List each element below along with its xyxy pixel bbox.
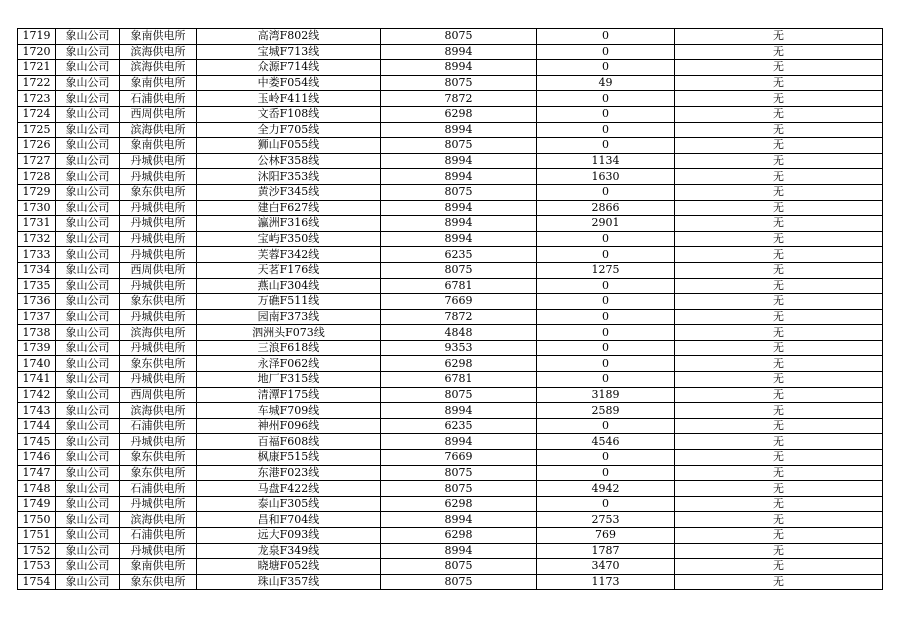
capacity-cell: 8994 — [381, 200, 537, 216]
company-cell: 象山公司 — [56, 574, 120, 590]
station-cell: 丹城供电所 — [120, 309, 197, 325]
capacity-cell: 8994 — [381, 169, 537, 185]
table-row — [18, 29, 883, 45]
company-cell: 象山公司 — [56, 60, 120, 76]
table-row — [18, 153, 883, 169]
flag-cell: 无 — [675, 387, 883, 403]
table-row — [18, 247, 883, 263]
table-row — [18, 91, 883, 107]
company-cell: 象山公司 — [56, 122, 120, 138]
load-cell: 0 — [537, 138, 675, 154]
table-row — [18, 481, 883, 497]
station-cell: 丹城供电所 — [120, 340, 197, 356]
row-number-cell: 1743 — [18, 403, 56, 419]
flag-cell: 无 — [675, 75, 883, 91]
flag-cell: 无 — [675, 91, 883, 107]
capacity-cell: 8994 — [381, 231, 537, 247]
capacity-cell: 8994 — [381, 122, 537, 138]
load-cell: 1134 — [537, 153, 675, 169]
line-name-cell: 三浪F618线 — [197, 340, 381, 356]
load-cell: 0 — [537, 340, 675, 356]
station-cell: 象东供电所 — [120, 356, 197, 372]
station-cell: 丹城供电所 — [120, 200, 197, 216]
row-number-cell: 1733 — [18, 247, 56, 263]
station-cell: 象南供电所 — [120, 559, 197, 575]
line-name-cell: 东港F023线 — [197, 465, 381, 481]
capacity-cell: 8994 — [381, 434, 537, 450]
station-cell: 象东供电所 — [120, 294, 197, 310]
load-cell: 1173 — [537, 574, 675, 590]
line-name-cell: 远大F093线 — [197, 528, 381, 544]
load-cell: 2866 — [537, 200, 675, 216]
flag-cell: 无 — [675, 44, 883, 60]
flag-cell: 无 — [675, 325, 883, 341]
line-name-cell: 宝城F713线 — [197, 44, 381, 60]
line-name-cell: 百福F608线 — [197, 434, 381, 450]
table-row — [18, 122, 883, 138]
flag-cell: 无 — [675, 60, 883, 76]
capacity-cell: 8994 — [381, 153, 537, 169]
station-cell: 象东供电所 — [120, 184, 197, 200]
load-cell: 49 — [537, 75, 675, 91]
capacity-cell: 6298 — [381, 528, 537, 544]
line-name-cell: 马盘F422线 — [197, 481, 381, 497]
flag-cell: 无 — [675, 138, 883, 154]
load-cell: 4546 — [537, 434, 675, 450]
table-row — [18, 169, 883, 185]
station-cell: 西周供电所 — [120, 262, 197, 278]
load-cell: 0 — [537, 106, 675, 122]
line-name-cell: 永泽F062线 — [197, 356, 381, 372]
station-cell: 丹城供电所 — [120, 247, 197, 263]
load-cell: 4942 — [537, 481, 675, 497]
company-cell: 象山公司 — [56, 29, 120, 45]
station-cell: 象东供电所 — [120, 574, 197, 590]
flag-cell: 无 — [675, 169, 883, 185]
capacity-cell: 6298 — [381, 496, 537, 512]
company-cell: 象山公司 — [56, 216, 120, 232]
flag-cell: 无 — [675, 340, 883, 356]
table-row — [18, 340, 883, 356]
row-number-cell: 1727 — [18, 153, 56, 169]
company-cell: 象山公司 — [56, 153, 120, 169]
load-cell: 0 — [537, 247, 675, 263]
load-cell: 0 — [537, 496, 675, 512]
capacity-cell: 8075 — [381, 481, 537, 497]
capacity-cell: 8994 — [381, 512, 537, 528]
table-row — [18, 231, 883, 247]
flag-cell: 无 — [675, 481, 883, 497]
flag-cell: 无 — [675, 559, 883, 575]
table-row — [18, 75, 883, 91]
table-row — [18, 574, 883, 590]
load-cell: 1275 — [537, 262, 675, 278]
station-cell: 丹城供电所 — [120, 216, 197, 232]
station-cell: 滨海供电所 — [120, 44, 197, 60]
row-number-cell: 1749 — [18, 496, 56, 512]
station-cell: 丹城供电所 — [120, 278, 197, 294]
flag-cell: 无 — [675, 512, 883, 528]
row-number-cell: 1742 — [18, 387, 56, 403]
flag-cell: 无 — [675, 262, 883, 278]
company-cell: 象山公司 — [56, 465, 120, 481]
row-number-cell: 1723 — [18, 91, 56, 107]
row-number-cell: 1753 — [18, 559, 56, 575]
line-name-cell: 万礁F511线 — [197, 294, 381, 310]
capacity-cell: 9353 — [381, 340, 537, 356]
table-row — [18, 262, 883, 278]
table-row — [18, 512, 883, 528]
station-cell: 丹城供电所 — [120, 153, 197, 169]
line-name-cell: 狮山F055线 — [197, 138, 381, 154]
row-number-cell: 1719 — [18, 29, 56, 45]
capacity-cell: 8994 — [381, 216, 537, 232]
flag-cell: 无 — [675, 216, 883, 232]
line-name-cell: 宝屿F350线 — [197, 231, 381, 247]
company-cell: 象山公司 — [56, 200, 120, 216]
capacity-cell: 8994 — [381, 403, 537, 419]
line-name-cell: 沐阳F353线 — [197, 169, 381, 185]
flag-cell: 无 — [675, 543, 883, 559]
flag-cell: 无 — [675, 496, 883, 512]
capacity-cell: 6235 — [381, 247, 537, 263]
line-name-cell: 地厂F315线 — [197, 372, 381, 388]
station-cell: 石浦供电所 — [120, 91, 197, 107]
station-cell: 石浦供电所 — [120, 528, 197, 544]
station-cell: 象南供电所 — [120, 29, 197, 45]
line-name-cell: 泗洲头F073线 — [197, 325, 381, 341]
company-cell: 象山公司 — [56, 356, 120, 372]
station-cell: 丹城供电所 — [120, 169, 197, 185]
load-cell: 0 — [537, 91, 675, 107]
row-number-cell: 1721 — [18, 60, 56, 76]
load-cell: 3189 — [537, 387, 675, 403]
company-cell: 象山公司 — [56, 169, 120, 185]
station-cell: 丹城供电所 — [120, 231, 197, 247]
line-name-cell: 昌和F704线 — [197, 512, 381, 528]
table-row — [18, 216, 883, 232]
capacity-cell: 6298 — [381, 356, 537, 372]
load-cell: 3470 — [537, 559, 675, 575]
flag-cell: 无 — [675, 153, 883, 169]
station-cell: 滨海供电所 — [120, 403, 197, 419]
table-row — [18, 138, 883, 154]
line-name-cell: 玉岭F411线 — [197, 91, 381, 107]
table-row — [18, 294, 883, 310]
load-cell: 2589 — [537, 403, 675, 419]
company-cell: 象山公司 — [56, 418, 120, 434]
capacity-cell: 7669 — [381, 450, 537, 466]
company-cell: 象山公司 — [56, 44, 120, 60]
station-cell: 西周供电所 — [120, 106, 197, 122]
capacity-cell: 8075 — [381, 574, 537, 590]
row-number-cell: 1736 — [18, 294, 56, 310]
table-row — [18, 184, 883, 200]
company-cell: 象山公司 — [56, 481, 120, 497]
table-row — [18, 106, 883, 122]
line-name-cell: 芙蓉F342线 — [197, 247, 381, 263]
company-cell: 象山公司 — [56, 309, 120, 325]
company-cell: 象山公司 — [56, 450, 120, 466]
station-cell: 丹城供电所 — [120, 372, 197, 388]
line-name-cell: 清潭F175线 — [197, 387, 381, 403]
flag-cell: 无 — [675, 231, 883, 247]
company-cell: 象山公司 — [56, 184, 120, 200]
station-cell: 象东供电所 — [120, 450, 197, 466]
line-name-cell: 中娄F054线 — [197, 75, 381, 91]
load-cell: 1630 — [537, 169, 675, 185]
line-name-cell: 泰山F305线 — [197, 496, 381, 512]
company-cell: 象山公司 — [56, 247, 120, 263]
line-name-cell: 全力F705线 — [197, 122, 381, 138]
row-number-cell: 1734 — [18, 262, 56, 278]
capacity-cell: 8075 — [381, 465, 537, 481]
table-body — [18, 29, 883, 590]
table-row — [18, 372, 883, 388]
capacity-cell: 7669 — [381, 294, 537, 310]
load-cell: 0 — [537, 184, 675, 200]
line-name-cell: 园南F373线 — [197, 309, 381, 325]
flag-cell: 无 — [675, 122, 883, 138]
row-number-cell: 1739 — [18, 340, 56, 356]
flag-cell: 无 — [675, 356, 883, 372]
capacity-cell: 6781 — [381, 372, 537, 388]
company-cell: 象山公司 — [56, 231, 120, 247]
station-cell: 滨海供电所 — [120, 512, 197, 528]
flag-cell: 无 — [675, 29, 883, 45]
capacity-cell: 8994 — [381, 44, 537, 60]
capacity-cell: 8075 — [381, 184, 537, 200]
table-row — [18, 543, 883, 559]
row-number-cell: 1729 — [18, 184, 56, 200]
line-name-cell: 晓塘F052线 — [197, 559, 381, 575]
company-cell: 象山公司 — [56, 434, 120, 450]
station-cell: 石浦供电所 — [120, 418, 197, 434]
line-name-cell: 建白F627线 — [197, 200, 381, 216]
flag-cell: 无 — [675, 372, 883, 388]
load-cell: 0 — [537, 44, 675, 60]
station-cell: 滨海供电所 — [120, 60, 197, 76]
station-cell: 西周供电所 — [120, 387, 197, 403]
flag-cell: 无 — [675, 309, 883, 325]
row-number-cell: 1725 — [18, 122, 56, 138]
load-cell: 0 — [537, 29, 675, 45]
row-number-cell: 1750 — [18, 512, 56, 528]
row-number-cell: 1720 — [18, 44, 56, 60]
load-cell: 0 — [537, 122, 675, 138]
flag-cell: 无 — [675, 106, 883, 122]
load-cell: 0 — [537, 278, 675, 294]
station-cell: 象东供电所 — [120, 465, 197, 481]
line-name-cell: 众源F714线 — [197, 60, 381, 76]
row-number-cell: 1741 — [18, 372, 56, 388]
row-number-cell: 1737 — [18, 309, 56, 325]
flag-cell: 无 — [675, 434, 883, 450]
capacity-cell: 6298 — [381, 106, 537, 122]
row-number-cell: 1748 — [18, 481, 56, 497]
company-cell: 象山公司 — [56, 294, 120, 310]
line-name-cell: 天茗F176线 — [197, 262, 381, 278]
capacity-cell: 8075 — [381, 138, 537, 154]
company-cell: 象山公司 — [56, 138, 120, 154]
row-number-cell: 1731 — [18, 216, 56, 232]
row-number-cell: 1728 — [18, 169, 56, 185]
station-cell: 石浦供电所 — [120, 481, 197, 497]
line-name-cell: 文岙F108线 — [197, 106, 381, 122]
line-name-cell: 龙泉F349线 — [197, 543, 381, 559]
flag-cell: 无 — [675, 184, 883, 200]
line-name-cell: 燕山F304线 — [197, 278, 381, 294]
flag-cell: 无 — [675, 403, 883, 419]
load-cell: 2753 — [537, 512, 675, 528]
row-number-cell: 1751 — [18, 528, 56, 544]
line-name-cell: 枫康F515线 — [197, 450, 381, 466]
company-cell: 象山公司 — [56, 75, 120, 91]
row-number-cell: 1738 — [18, 325, 56, 341]
table-row — [18, 434, 883, 450]
table-row — [18, 528, 883, 544]
capacity-cell: 8075 — [381, 29, 537, 45]
line-name-cell: 瀛洲F316线 — [197, 216, 381, 232]
company-cell: 象山公司 — [56, 91, 120, 107]
station-cell: 滨海供电所 — [120, 325, 197, 341]
flag-cell: 无 — [675, 465, 883, 481]
line-name-cell: 珠山F357线 — [197, 574, 381, 590]
line-name-cell: 神州F096线 — [197, 418, 381, 434]
line-name-cell: 高湾F802线 — [197, 29, 381, 45]
line-name-cell: 公林F358线 — [197, 153, 381, 169]
load-cell: 0 — [537, 418, 675, 434]
flag-cell: 无 — [675, 574, 883, 590]
flag-cell: 无 — [675, 294, 883, 310]
row-number-cell: 1730 — [18, 200, 56, 216]
data-table — [17, 28, 883, 590]
flag-cell: 无 — [675, 418, 883, 434]
load-cell: 0 — [537, 450, 675, 466]
row-number-cell: 1722 — [18, 75, 56, 91]
capacity-cell: 8994 — [381, 60, 537, 76]
company-cell: 象山公司 — [56, 262, 120, 278]
load-cell: 2901 — [537, 216, 675, 232]
capacity-cell: 4848 — [381, 325, 537, 341]
line-name-cell: 车城F709线 — [197, 403, 381, 419]
flag-cell: 无 — [675, 528, 883, 544]
company-cell: 象山公司 — [56, 340, 120, 356]
flag-cell: 无 — [675, 450, 883, 466]
table-row — [18, 465, 883, 481]
flag-cell: 无 — [675, 278, 883, 294]
load-cell: 0 — [537, 372, 675, 388]
table-row — [18, 44, 883, 60]
capacity-cell: 7872 — [381, 91, 537, 107]
company-cell: 象山公司 — [56, 559, 120, 575]
company-cell: 象山公司 — [56, 543, 120, 559]
row-number-cell: 1754 — [18, 574, 56, 590]
load-cell: 0 — [537, 356, 675, 372]
load-cell: 0 — [537, 465, 675, 481]
table-row — [18, 496, 883, 512]
company-cell: 象山公司 — [56, 278, 120, 294]
company-cell: 象山公司 — [56, 496, 120, 512]
row-number-cell: 1740 — [18, 356, 56, 372]
row-number-cell: 1752 — [18, 543, 56, 559]
capacity-cell: 8075 — [381, 262, 537, 278]
row-number-cell: 1745 — [18, 434, 56, 450]
capacity-cell: 6235 — [381, 418, 537, 434]
load-cell: 1787 — [537, 543, 675, 559]
table-row — [18, 418, 883, 434]
line-name-cell: 黄沙F345线 — [197, 184, 381, 200]
table-row — [18, 387, 883, 403]
row-number-cell: 1747 — [18, 465, 56, 481]
load-cell: 0 — [537, 231, 675, 247]
company-cell: 象山公司 — [56, 528, 120, 544]
station-cell: 象南供电所 — [120, 75, 197, 91]
row-number-cell: 1744 — [18, 418, 56, 434]
company-cell: 象山公司 — [56, 387, 120, 403]
company-cell: 象山公司 — [56, 403, 120, 419]
company-cell: 象山公司 — [56, 512, 120, 528]
capacity-cell: 8075 — [381, 75, 537, 91]
table-row — [18, 60, 883, 76]
company-cell: 象山公司 — [56, 372, 120, 388]
table-row — [18, 278, 883, 294]
capacity-cell: 6781 — [381, 278, 537, 294]
capacity-cell: 7872 — [381, 309, 537, 325]
row-number-cell: 1746 — [18, 450, 56, 466]
row-number-cell: 1735 — [18, 278, 56, 294]
station-cell: 丹城供电所 — [120, 496, 197, 512]
table-row — [18, 559, 883, 575]
company-cell: 象山公司 — [56, 106, 120, 122]
capacity-cell: 8994 — [381, 543, 537, 559]
table-row — [18, 200, 883, 216]
table-row — [18, 309, 883, 325]
company-cell: 象山公司 — [56, 325, 120, 341]
flag-cell: 无 — [675, 247, 883, 263]
station-cell: 丹城供电所 — [120, 543, 197, 559]
capacity-cell: 8075 — [381, 559, 537, 575]
table-row — [18, 356, 883, 372]
station-cell: 滨海供电所 — [120, 122, 197, 138]
row-number-cell: 1726 — [18, 138, 56, 154]
station-cell: 丹城供电所 — [120, 434, 197, 450]
table-row — [18, 450, 883, 466]
table-row — [18, 403, 883, 419]
load-cell: 0 — [537, 294, 675, 310]
flag-cell: 无 — [675, 200, 883, 216]
load-cell: 0 — [537, 309, 675, 325]
capacity-cell: 8075 — [381, 387, 537, 403]
load-cell: 0 — [537, 60, 675, 76]
row-number-cell: 1724 — [18, 106, 56, 122]
table-row — [18, 325, 883, 341]
load-cell: 769 — [537, 528, 675, 544]
station-cell: 象南供电所 — [120, 138, 197, 154]
load-cell: 0 — [537, 325, 675, 341]
row-number-cell: 1732 — [18, 231, 56, 247]
